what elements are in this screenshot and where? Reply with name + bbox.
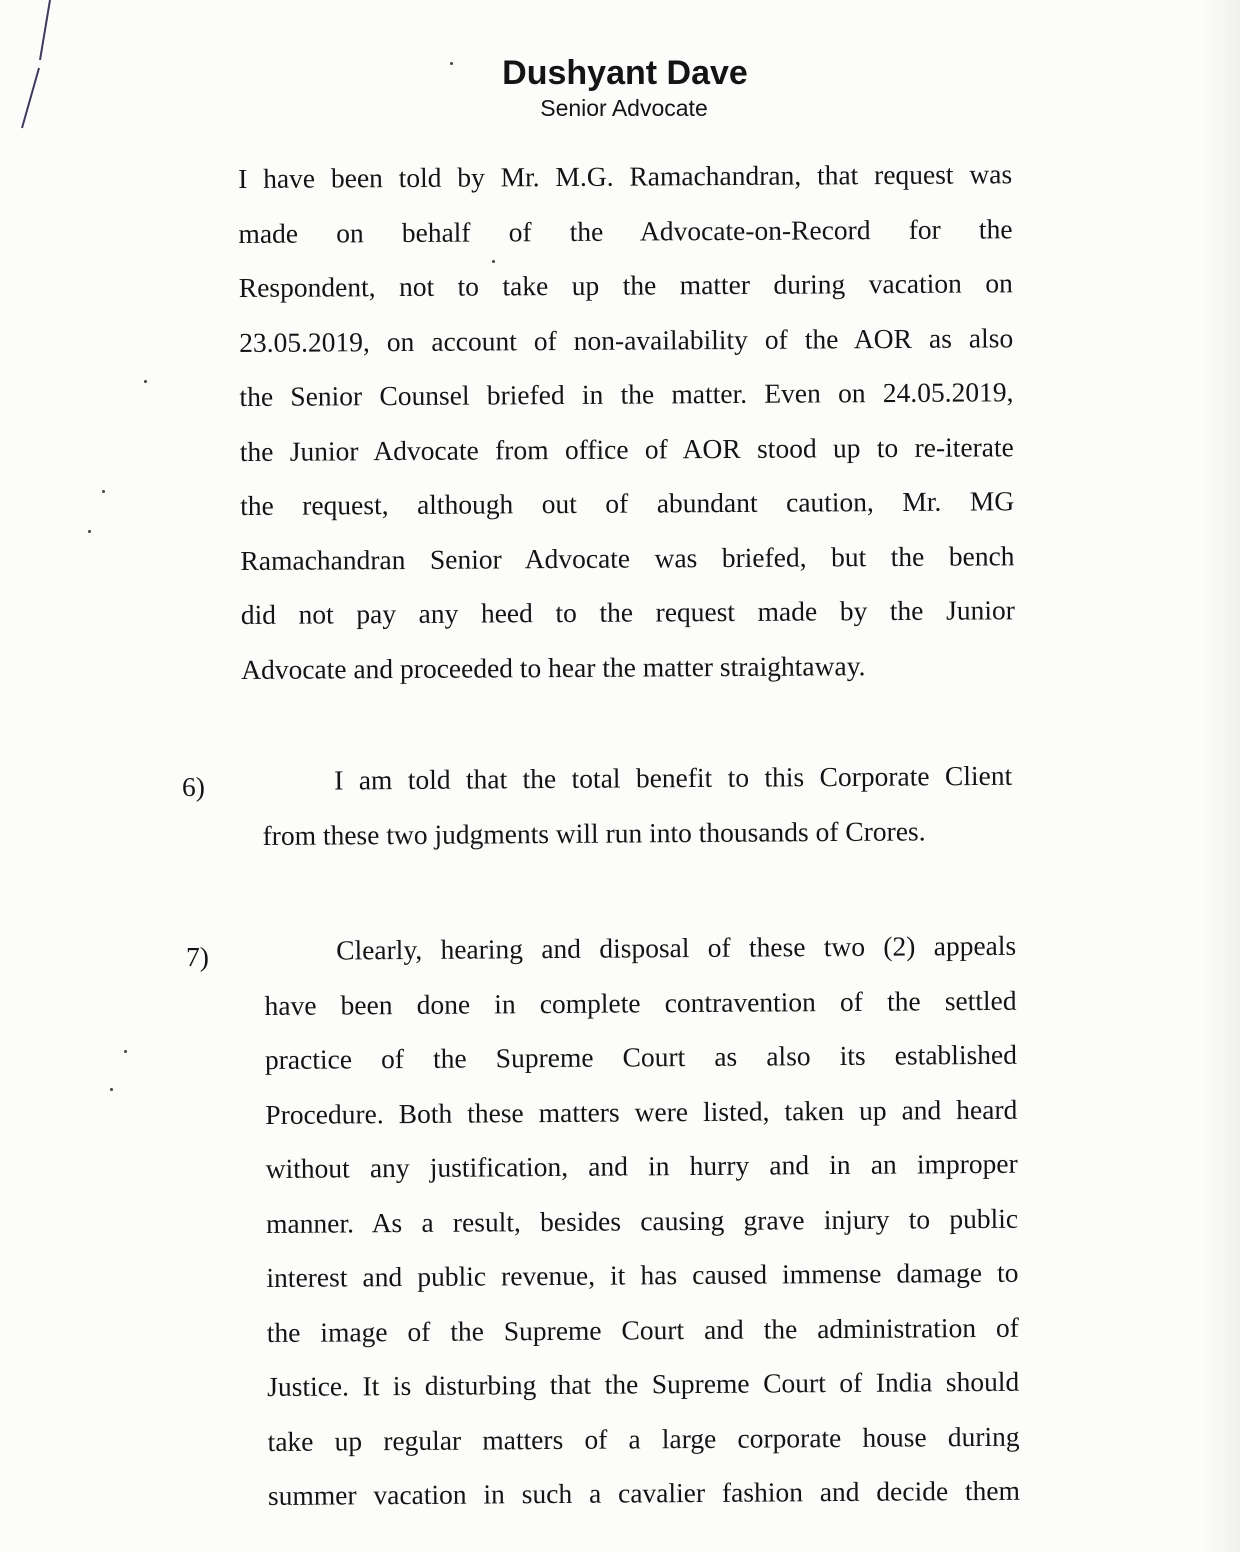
text-line: 23.05.2019, on account of non-availability of the AOR as also xyxy=(239,321,1014,358)
paragraph-number-6: 6) xyxy=(182,771,205,802)
paragraph-7 xyxy=(264,919,1020,1524)
text-line: the Junior Advocate from office of AOR stood up to re-iterate xyxy=(239,430,1014,467)
paragraph-continuation xyxy=(238,147,1015,697)
advocate-name: Dushyant Dave xyxy=(502,54,748,92)
scan-speck xyxy=(110,1088,113,1091)
text-line: interest and public revenue, it has caused immense damage to xyxy=(266,1256,1019,1293)
text-line: from these two judgments will run into thousands of Crores. xyxy=(262,814,926,851)
text-line: summer vacation in such a cavalier fashion and decide them xyxy=(267,1474,1021,1511)
paragraph-number-7: 7) xyxy=(186,941,209,972)
scan-speck xyxy=(102,490,105,493)
advocate-title: Senior Advocate xyxy=(540,95,708,121)
text-line: Ramachandran Senior Advocate was briefed, but the bench xyxy=(240,539,1015,576)
paragraph-6 xyxy=(262,749,1013,863)
text-line: the image of the Supreme Court and the administration of xyxy=(266,1311,1019,1348)
text-line: practice of the Supreme Court as also its established xyxy=(264,1038,1018,1075)
text-line: without any justification, and in hurry and in an improper xyxy=(265,1147,1018,1184)
text-line: Clearly, hearing and disposal of these two (2) appeals xyxy=(336,929,1017,966)
text-line: the request, although out of abundant caution, Mr. MG xyxy=(240,485,1015,521)
text-line: the Senior Counsel briefed in the matter. Even on 24.05.2019, xyxy=(239,376,1014,412)
scan-speck xyxy=(450,62,453,65)
text-line: I am told that the total benefit to this Corporate Client xyxy=(334,759,1013,796)
text-line: made on behalf of the Advocate-on-Record for the xyxy=(238,212,1013,249)
text-line: have been done in complete contravention of the settled xyxy=(264,984,1017,1021)
scan-speck xyxy=(144,380,147,383)
scan-speck xyxy=(124,1050,127,1053)
text-line: did not pay any heed to the request made by the Junior xyxy=(240,594,1015,630)
text-line: Justice. It is disturbing that the Supreme Court of India should xyxy=(267,1365,1020,1402)
text-line: Respondent, not to take up the matter during vacation on xyxy=(238,267,1013,303)
text-line: take up regular matters of a large corporate house during xyxy=(267,1420,1020,1457)
text-line: manner. As a result, besides causing grave injury to public xyxy=(265,1202,1019,1239)
scan-speck xyxy=(88,530,91,533)
text-line: Procedure. Both these matters were listed, taken up and heard xyxy=(265,1093,1018,1130)
letterhead xyxy=(0,52,1240,122)
text-line: I have been told by Mr. M.G. Ramachandran, that request was xyxy=(238,158,1013,194)
text-line: Advocate and proceeded to hear the matter straightaway. xyxy=(241,649,866,685)
scan-speck xyxy=(492,260,495,263)
scan-edge-shadow xyxy=(1200,0,1240,1552)
